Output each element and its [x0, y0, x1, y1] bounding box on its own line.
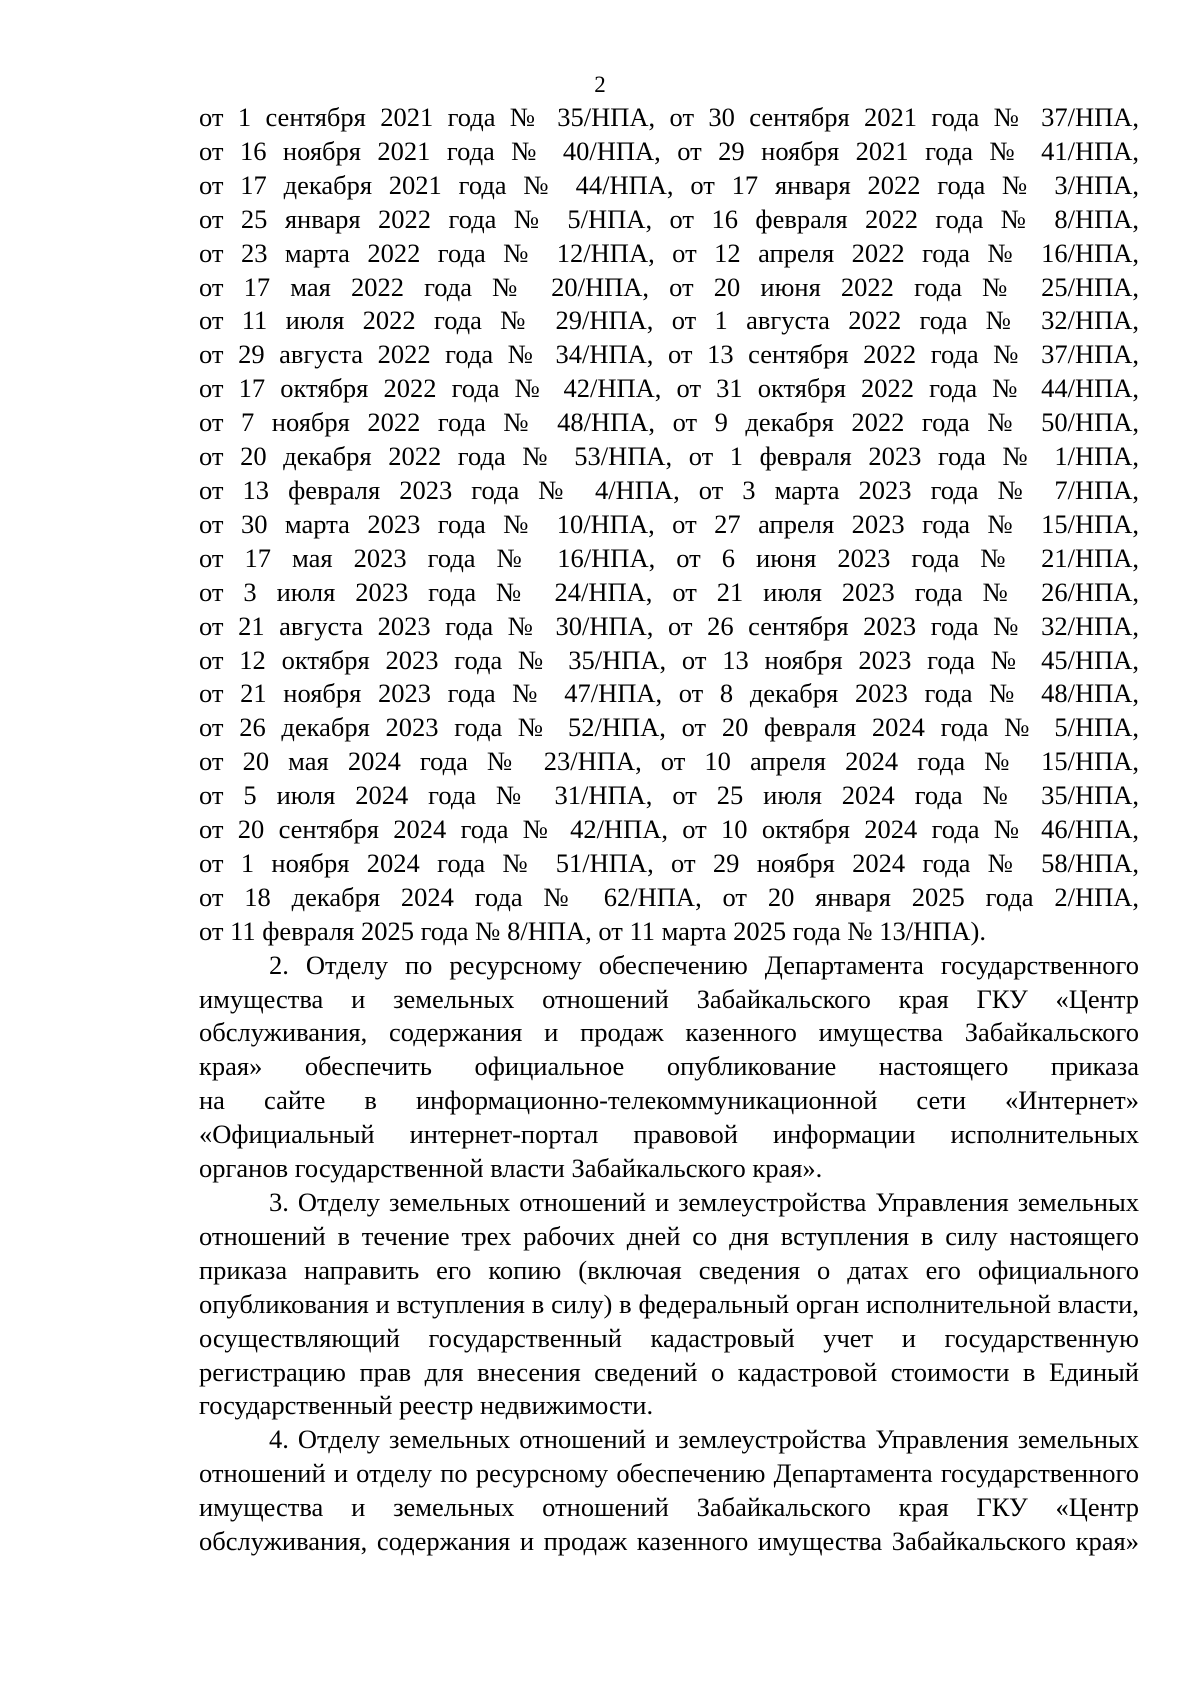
paragraph-4 [199, 1423, 1139, 1559]
text-line: осуществляющий государственный кадастровый учет и государственную [199, 1322, 1139, 1353]
text-line: приказа направить его копию (включая сведения о датах его официального [199, 1254, 1139, 1285]
text-line: от 17 декабря 2021 года № 44/НПА, от 17 января 2022 года № 3/НПА, [199, 169, 1139, 200]
paragraph-2 [199, 949, 1139, 1186]
text-line: от 5 июля 2024 года № 31/НПА, от 25 июля 2024 года № 35/НПА, [199, 780, 1139, 811]
text-line: 3. Отделу земельных отношений и землеустройства Управления земельных [269, 1187, 1139, 1217]
text-line: от 21 августа 2023 года № 30/НПА, от 26 сентября 2023 года № 32/НПА, [199, 610, 1139, 641]
text-line: от 29 августа 2022 года № 34/НПА, от 13 сентября 2022 года № 37/НПА, [199, 339, 1139, 370]
text-line: имущества и земельных отношений Забайкальского края ГКУ «Центр [199, 1492, 1139, 1523]
text-line: обслуживания, содержания и продаж казенного имущества Забайкальского [199, 1017, 1139, 1048]
text-line: отношений и отделу по ресурсному обеспечению Департамента государственного [199, 1458, 1139, 1489]
text-line: «Официальный интернет-портал правовой информации исполнительных [199, 1119, 1139, 1150]
text-line: от 21 ноября 2023 года № 47/НПА, от 8 декабря 2023 года № 48/НПА, [199, 678, 1139, 709]
text-line: от 12 октября 2023 года № 35/НПА, от 13 ноября 2023 года № 45/НПА, [199, 644, 1139, 675]
paragraph-3 [199, 1186, 1139, 1423]
text-line: от 16 ноября 2021 года № 40/НПА, от 29 ноября 2021 года № 41/НПА, [199, 135, 1139, 166]
text-line: от 17 октября 2022 года № 42/НПА, от 31 октября 2022 года № 44/НПА, [199, 373, 1139, 404]
decree-list-paragraph [199, 101, 1139, 949]
text-line: от 13 февраля 2023 года № 4/НПА, от 3 марта 2023 года № 7/НПА, [199, 474, 1139, 505]
text-line: от 18 декабря 2024 года № 62/НПА, от 20 января 2025 года 2/НПА, [199, 881, 1139, 912]
text-line: отношений в течение трех рабочих дней со дня вступления в силу настоящего [199, 1220, 1139, 1251]
text-line: от 11 февраля 2025 года № 8/НПА, от 11 марта 2025 года № 13/НПА). [199, 915, 986, 946]
text-line: на сайте в информационно-телекоммуникационной сети «Интернет» [199, 1085, 1139, 1116]
text-line: от 17 мая 2022 года № 20/НПА, от 20 июня 2022 года № 25/НПА, [199, 271, 1139, 302]
text-line: органов государственной власти Забайкальского края». [199, 1153, 823, 1184]
text-line: от 1 ноября 2024 года № 51/НПА, от 29 ноября 2024 года № 58/НПА, [199, 847, 1139, 878]
document-body [199, 101, 1139, 1559]
text-line: от 20 сентября 2024 года № 42/НПА, от 10 октября 2024 года № 46/НПА, [199, 814, 1139, 845]
text-line: имущества и земельных отношений Забайкальского края ГКУ «Центр [199, 983, 1139, 1014]
text-line: от 25 января 2022 года № 5/НПА, от 16 февраля 2022 года № 8/НПА, [199, 203, 1139, 234]
text-line: от 11 июля 2022 года № 29/НПА, от 1 августа 2022 года № 32/НПА, [199, 305, 1139, 336]
text-line: 2. Отделу по ресурсному обеспечению Департамента государственного [269, 949, 1139, 980]
text-line: от 1 сентября 2021 года № 35/НПА, от 30 сентября 2021 года № 37/НПА, [199, 102, 1139, 132]
text-line: от 30 марта 2023 года № 10/НПА, от 27 апреля 2023 года № 15/НПА, [199, 508, 1139, 539]
text-line: от 26 декабря 2023 года № 52/НПА, от 20 февраля 2024 года № 5/НПА, [199, 712, 1139, 743]
page-number: 2 [594, 72, 606, 97]
text-line: от 20 мая 2024 года № 23/НПА, от 10 апреля 2024 года № 15/НПА, [199, 746, 1139, 777]
text-line: края» обеспечить официальное опубликование настоящего приказа [199, 1051, 1139, 1082]
text-line: от 23 марта 2022 года № 12/НПА, от 12 апреля 2022 года № 16/НПА, [199, 237, 1139, 268]
text-line: регистрацию прав для внесения сведений о кадастровой стоимости в Единый [199, 1356, 1139, 1387]
text-line: от 3 июля 2023 года № 24/НПА, от 21 июля 2023 года № 26/НПА, [199, 576, 1139, 607]
text-line: обслуживания, содержания и продаж казенного имущества Забайкальского края» [199, 1526, 1139, 1557]
text-line: от 20 декабря 2022 года № 53/НПА, от 1 февраля 2023 года № 1/НПА, [199, 441, 1139, 472]
text-line: 4. Отделу земельных отношений и землеустройства Управления земельных [269, 1424, 1139, 1455]
text-line: государственный реестр недвижимости. [199, 1390, 654, 1421]
text-line: от 17 мая 2023 года № 16/НПА, от 6 июня 2023 года № 21/НПА, [199, 542, 1139, 573]
text-line: от 7 ноября 2022 года № 48/НПА, от 9 декабря 2022 года № 50/НПА, [199, 407, 1139, 438]
text-line: опубликования и вступления в силу) в федеральный орган исполнительной власти, [199, 1288, 1139, 1319]
